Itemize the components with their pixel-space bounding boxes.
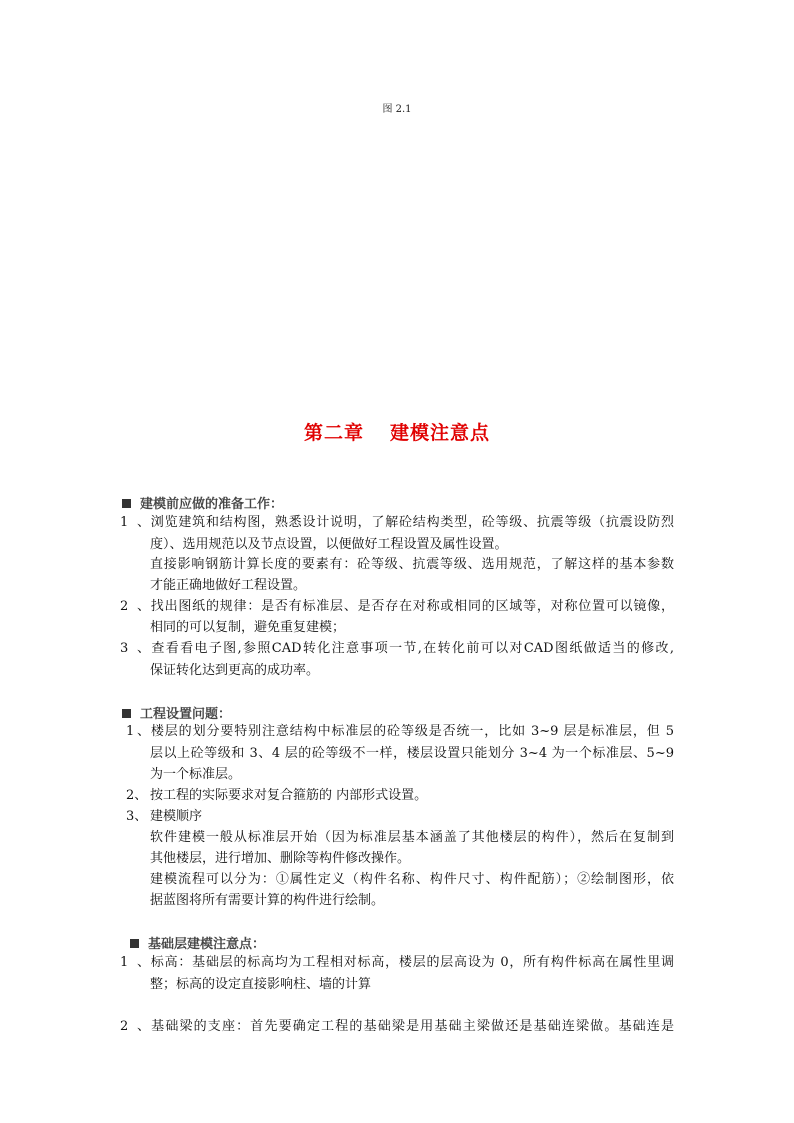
section-heading-text: 建模前应做的准备工作： bbox=[140, 497, 284, 512]
chapter-name: 建模注意点 bbox=[390, 422, 491, 444]
item-line: 为一个标准层。 bbox=[150, 767, 242, 782]
item-line: 楼层的划分要特别注意结构中标准层的砼等级是否统一，比如 3~9 层是标准层，但 5 bbox=[150, 724, 674, 739]
item-line: 建模顺序 bbox=[150, 809, 203, 824]
item-line: 查看看电子图,参照CAD转化注意事项一节,在转化前可以对CAD图纸做适当的修改, bbox=[150, 641, 674, 656]
chapter-title bbox=[0, 418, 794, 445]
section-heading bbox=[122, 703, 231, 722]
item-line: 基础梁的支座：首先要确定工程的基础梁是用基础主梁做还是基础连梁做。基础连是 bbox=[150, 1019, 674, 1034]
item-line: 找出图纸的规律：是否有标准层、是否存在对称或相同的区域等，对称位置可以镜像， bbox=[150, 599, 674, 614]
item-line: 层以上砼等级和 3、4 层的砼等级不一样，楼层设置只能划分 3~4 为一个标准层、5~9 bbox=[150, 746, 674, 761]
item-line: 保证转化达到更高的成功率。 bbox=[150, 663, 320, 678]
item-number: 3、 bbox=[126, 809, 148, 824]
item-line: 据蓝图将所有需要计算的构件进行绘制。 bbox=[150, 893, 385, 908]
item-number: 2、 bbox=[120, 599, 150, 614]
figure-caption: 图 2.1 bbox=[382, 104, 412, 115]
item-line: 标高：基础层的标高均为工程相对标高，楼层的层高设为 0，所有构件标高在属性里调 bbox=[150, 955, 674, 970]
item-line: 整；标高的设定直接影响柱、墙的计算 bbox=[150, 977, 372, 992]
square-bullet-icon bbox=[130, 939, 139, 948]
item-number: 3、 bbox=[120, 641, 150, 656]
square-bullet-icon bbox=[122, 709, 131, 718]
list-item bbox=[126, 722, 674, 742]
item-number: 1、 bbox=[126, 724, 150, 739]
square-bullet-icon bbox=[122, 499, 131, 508]
item-number: 2、 bbox=[126, 788, 148, 803]
item-line: 才能正确地做好工程设置。 bbox=[150, 578, 307, 593]
item-number: 1、 bbox=[120, 515, 150, 530]
section-heading bbox=[122, 493, 283, 512]
section-heading bbox=[130, 933, 265, 952]
list-item bbox=[120, 597, 674, 617]
item-line: 浏览建筑和结构图，熟悉设计说明，了解砼结构类型，砼等级、抗震等级（抗震设防烈 bbox=[150, 515, 674, 530]
item-line: 度）、选用规范以及节点设置，以便做好工程设置及属性设置。 bbox=[150, 537, 508, 552]
item-line: 建模流程可以分为：①属性定义（构件名称、构件尺寸、构件配筋）；②绘制图形，依 bbox=[150, 872, 674, 887]
list-item bbox=[120, 513, 674, 533]
item-line: 软件建模一般从标准层开始（因为标准层基本涵盖了其他楼层的构件），然后在复制到 bbox=[150, 830, 674, 845]
section-heading-text: 工程设置问题： bbox=[140, 707, 232, 722]
list-item bbox=[126, 786, 427, 806]
chapter-number: 第二章 bbox=[303, 422, 364, 444]
section-heading-text: 基础层建模注意点： bbox=[148, 937, 266, 952]
item-line: 按工程的实际要求对复合箍筋的 内部形式设置。 bbox=[150, 788, 428, 803]
list-item bbox=[120, 639, 674, 659]
item-number: 1、 bbox=[120, 955, 150, 970]
list-item bbox=[120, 1017, 674, 1037]
list-item bbox=[120, 953, 674, 973]
list-item bbox=[126, 807, 202, 827]
item-number: 2、 bbox=[120, 1019, 150, 1034]
item-line: 其他楼层，进行增加、删除等构件修改操作。 bbox=[150, 851, 411, 866]
item-line: 直接影响钢筋计算长度的要素有：砼等级、抗震等级、选用规范，了解这样的基本参数 bbox=[150, 557, 674, 572]
item-line: 相同的可以复制，避免重复建模； bbox=[150, 620, 346, 635]
